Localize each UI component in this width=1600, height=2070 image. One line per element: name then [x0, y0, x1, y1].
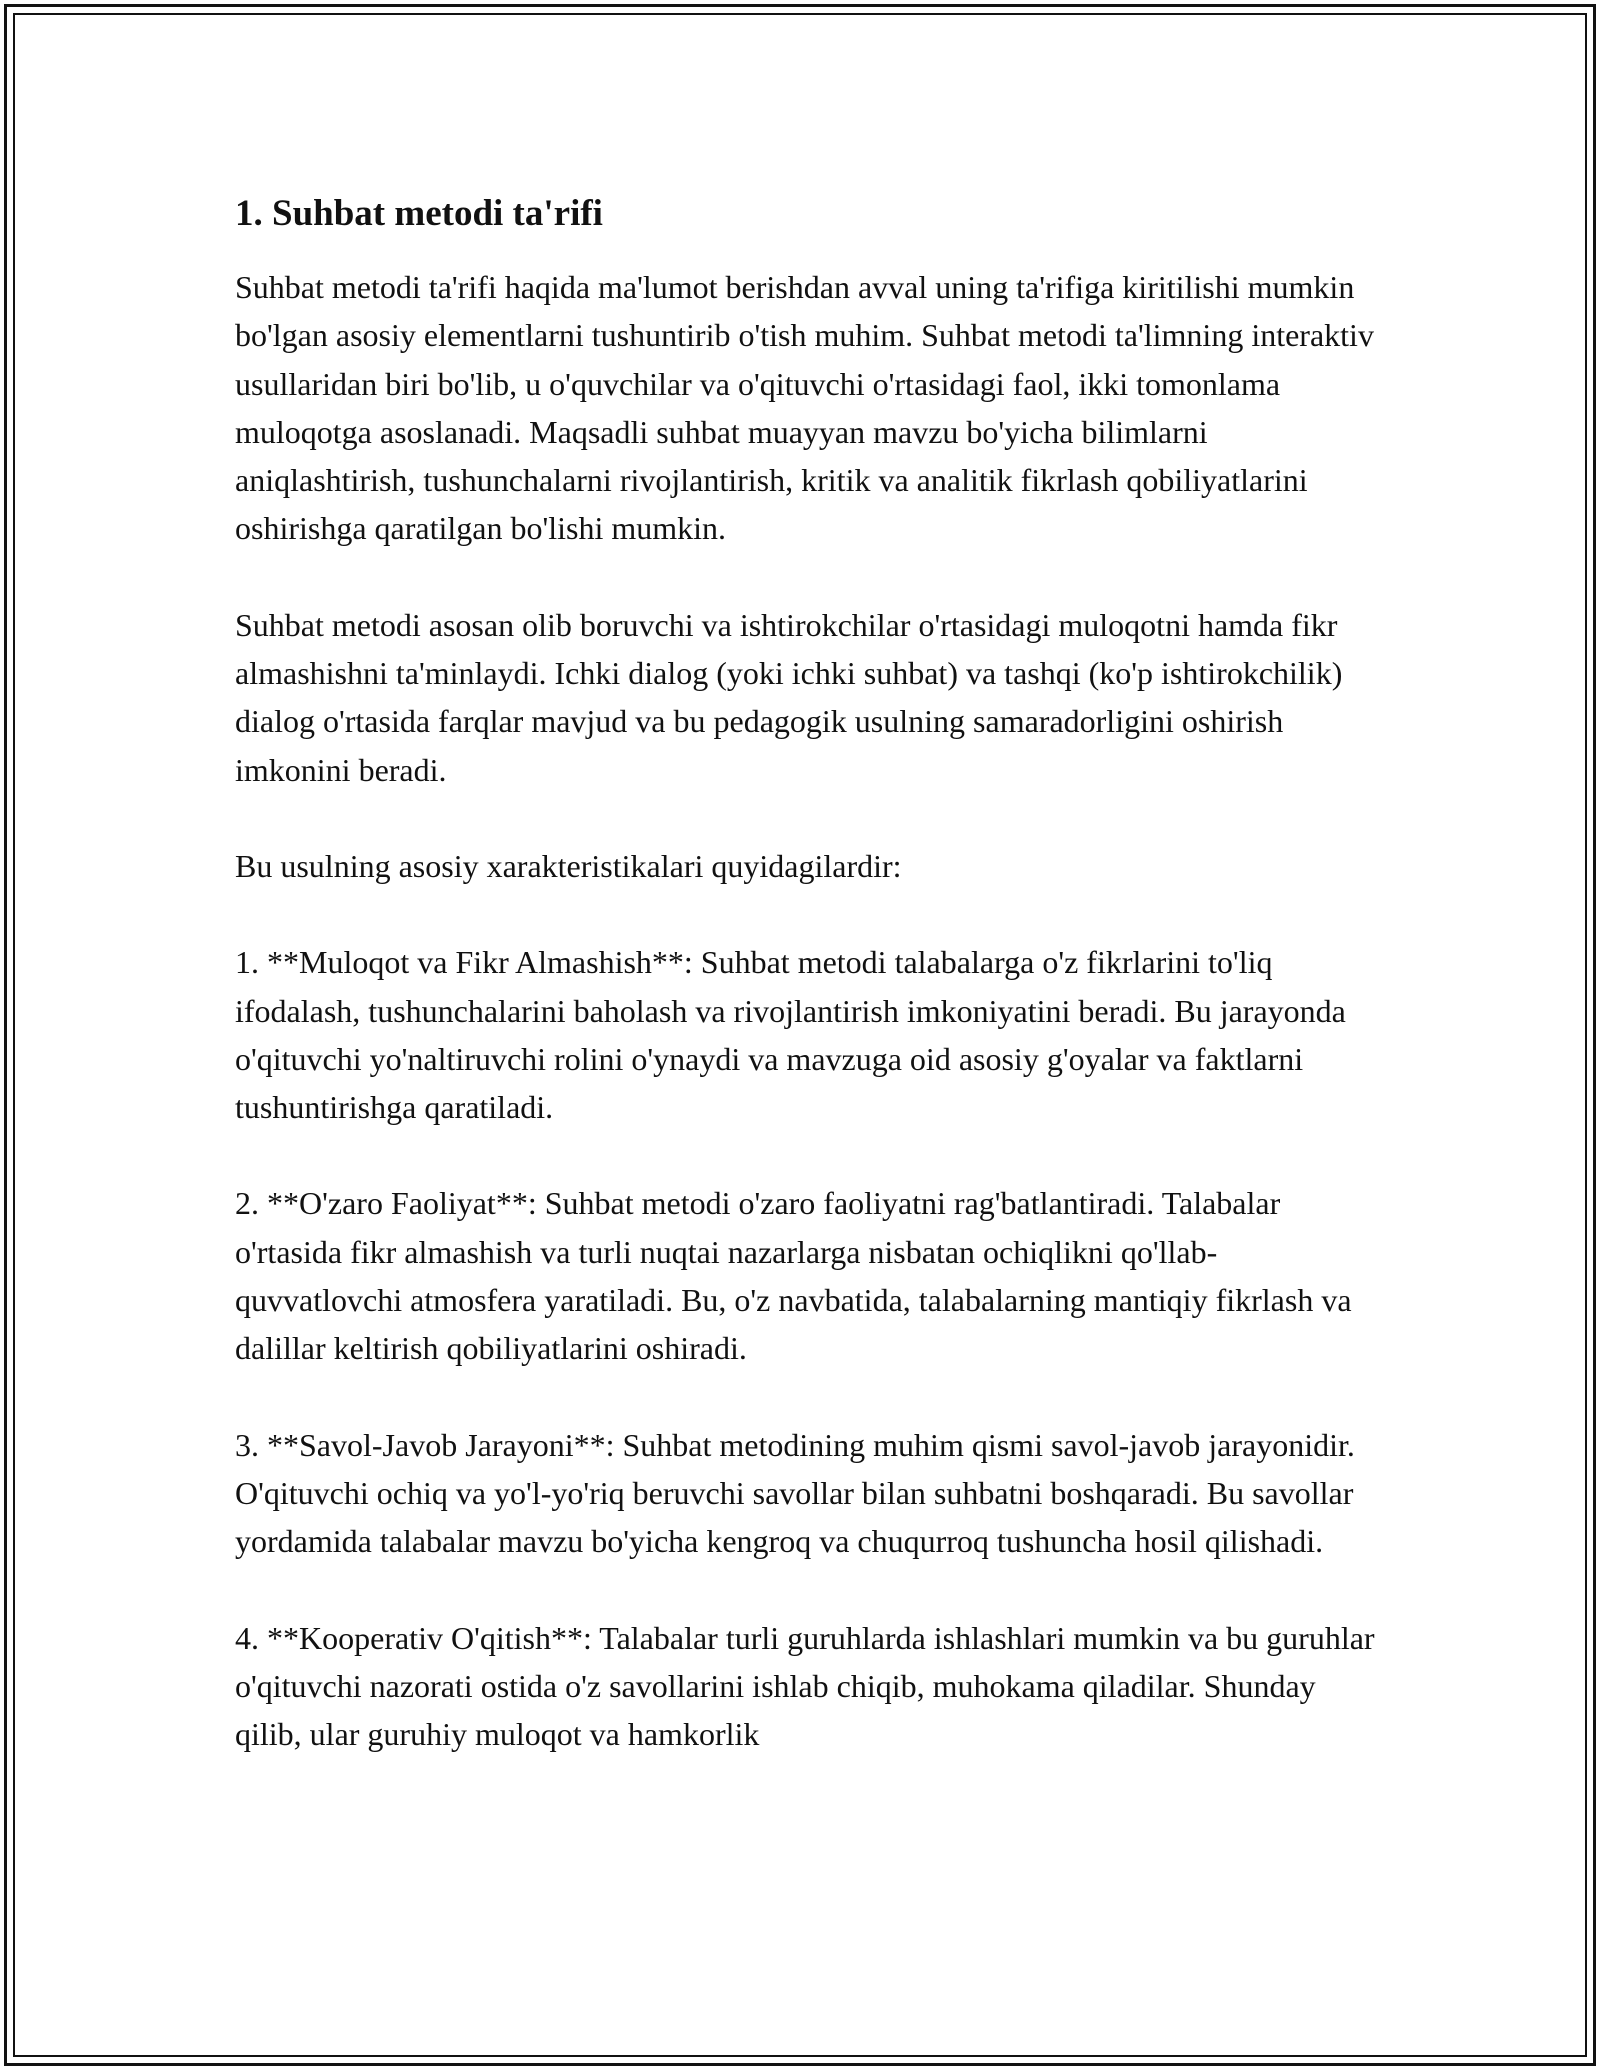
list-item-muloqot: 1. **Muloqot va Fikr Almashish**: Suhbat metodi talabalarga o'z fikrlarini to'liq ifodalash, tushunchalarini baholash va rivojlantirish imkoniyatini beradi. Bu jarayonda o'qituvchi yo'naltiruvchi rolini o'ynaydi va mavzuga oid asosiy g'oyalar va faktlarni tushuntirishga qaratiladi. — [235, 944, 1346, 1126]
list-item-kooperativ: 4. **Kooperativ O'qitish**: Talabalar turli guruhlarda ishlashlari mumkin va bu guruhlar o'qituvchi nazorati ostida o'z savollarini ishlab chiqib, muhokama qiladilar. Shunday qilib, ular guruhiy muloqot va hamkorlik — [235, 1619, 1375, 1753]
paragraph-definition: Suhbat metodi ta'rifi haqida ma'lumot berishdan avval uning ta'rifiga kiritilishi mumkin bo'lgan asosiy elementlarni tushuntirib o'tish muhim. Suhbat metodi ta'limning interaktiv usullaridan biri bo'lib, u o'quvchilar va o'qituvchi o'rtasidagi faol, ikki tomonlama muloqotga asoslanadi. Maqsadli suhbat muayyan mavzu bo'yicha bilimlarni aniqlashtirish, tushunchalarni rivojlantirish, kritik va analitik fikrlash qobiliyatlarini oshirishga qaratilgan bo'lishi mumkin. — [235, 269, 1374, 547]
paragraph-dialogue: Suhbat metodi asosan olib boruvchi va ishtirokchilar o'rtasidagi muloqotni hamda fikr almashishni ta'minlaydi. Ichki dialog (yoki ichki suhbat) va tashqi (ko'p ishtirokchilik) dialog o'rtasida farqlar mavjud va bu pedagogik usulning samaradorligini oshirish imkonini beradi. — [235, 606, 1343, 788]
paragraph-characteristics-intro: Bu usulning asosiy xarakteristikalari quyidagilardir: — [235, 847, 902, 884]
list-item-savol-javob: 3. **Savol-Javob Jarayoni**: Suhbat metodining muhim qismi savol-javob jarayonidir. O'qituvchi ochiq va yo'l-yo'riq beruvchi savollar bilan suhbatni boshqaradi. Bu savollar yordamida talabalar mavzu bo'yicha kengroq va chuqurroq tushuncha hosil qilishadi. — [235, 1426, 1355, 1560]
list-item-ozaro-faoliyat: 2. **O'zaro Faoliyat**: Suhbat metodi o'zaro faoliyatni rag'batlantiradi. Talabalar o'rtasida fikr almashish va turli nuqtai nazarlarga nisbatan ochiqlikni qo'llab-quvvatlovchi atmosfera yaratiladi. Bu, o'z navbatida, talabalarning mantiqiy fikrlash va dalillar keltirish qobiliyatlarini oshiradi. — [235, 1185, 1352, 1367]
document-body — [235, 190, 1375, 1806]
section-heading: 1. Suhbat metodi ta'rifi — [235, 193, 603, 234]
